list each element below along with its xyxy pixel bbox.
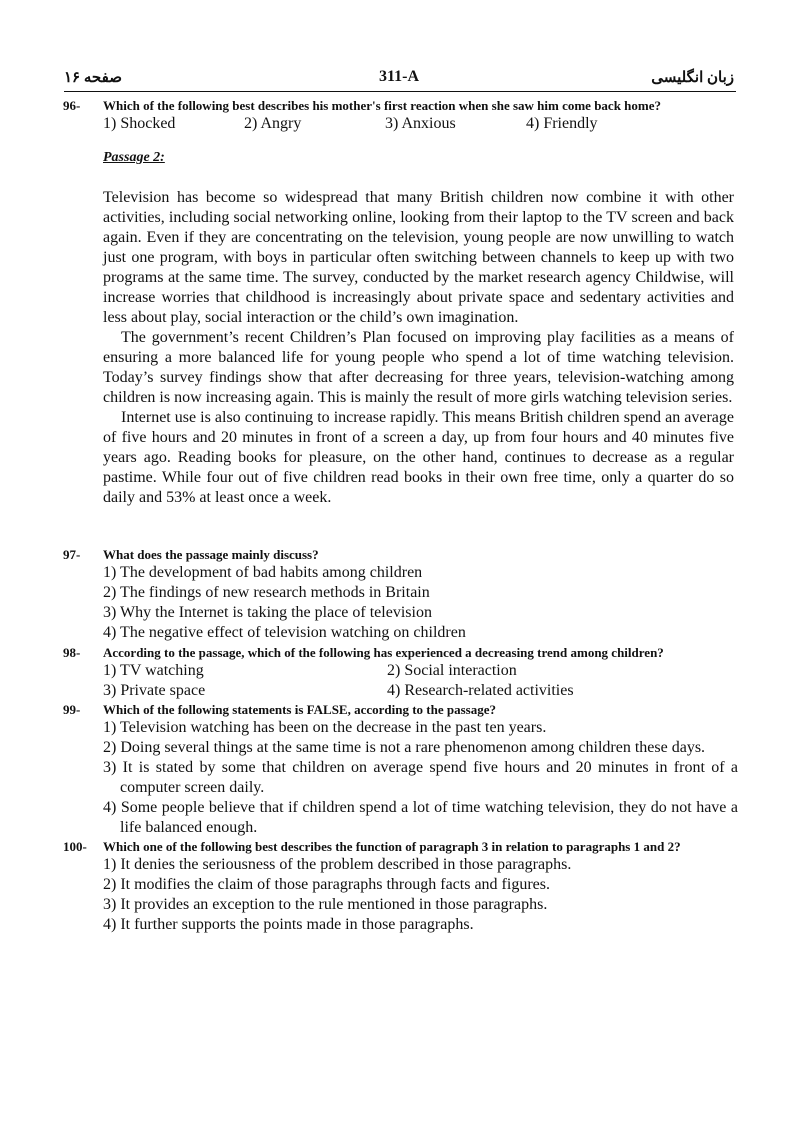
question-options: [103, 718, 738, 838]
option-1: 1) The development of bad habits among children: [103, 564, 423, 581]
option-1: 1) TV watching: [103, 662, 204, 679]
option-4: 4) It further supports the points made in those paragraphs.: [103, 916, 474, 933]
page-number: صفحه ۱۶: [64, 70, 122, 86]
options-row: [103, 661, 738, 681]
option-2: 2) It modifies the claim of those paragraphs through facts and figures.: [103, 876, 550, 893]
question-number: 96-: [63, 98, 81, 113]
option-2: 2) The findings of new research methods in Britain: [103, 584, 430, 601]
booklet-code: 311-A: [379, 68, 419, 85]
paragraph-3: Internet use is also continuing to increase rapidly. This means British children spend an average of five hours and 20 minutes in front of a screen a day, up from four hours and 40 minutes five years ago. Reading books for pleasure, on the other hand, continues to decrease as a regular pastime. While four out of five children read books in their own free time, only a quarter do so daily and 53% at least once a week.: [103, 409, 734, 506]
question-stem: Which one of the following best describes the function of paragraph 3 in relation to paragraphs 1 and 2?: [103, 839, 681, 854]
question-stem: Which of the following best describes his mother's first reaction when she saw him come back home?: [103, 98, 662, 113]
options-row: [103, 114, 738, 134]
option-2: 2) Angry: [244, 115, 302, 132]
passage-text: [103, 188, 734, 508]
question-options: [103, 661, 738, 701]
options-row: [103, 681, 738, 701]
option-4: 4) Research-related activities: [387, 682, 574, 699]
option-4: 4) Some people believe that if children spend a lot of time watching television, they do not have a life balanced enough.: [103, 799, 738, 836]
question-options: [103, 563, 738, 643]
option-3: 3) Why the Internet is taking the place of television: [103, 604, 432, 621]
question-stem: What does the passage mainly discuss?: [103, 547, 319, 562]
option-3: 3) Anxious: [385, 115, 456, 132]
option-3: 3) Private space: [103, 682, 206, 699]
header-divider: [64, 91, 736, 92]
passage-title: Passage 2:: [103, 150, 165, 165]
question-number: 98-: [63, 645, 81, 660]
subject-label: زبان انگلیسی: [651, 70, 734, 86]
question-number: 97-: [63, 547, 81, 562]
option-4: 4) The negative effect of television watching on children: [103, 624, 466, 641]
page-header: [64, 68, 734, 90]
question-stem: According to the passage, which of the following has experienced a decreasing trend among children?: [103, 645, 664, 660]
question-98: [63, 645, 738, 701]
option-2: 2) Doing several things at the same time is not a rare phenomenon among children these days.: [103, 739, 706, 756]
option-4: 4) Friendly: [526, 115, 598, 132]
question-97: [63, 547, 738, 643]
question-stem: Which of the following statements is FALSE, according to the passage?: [103, 702, 497, 717]
option-1: 1) Television watching has been on the decrease in the past ten years.: [103, 719, 547, 736]
question-100: [63, 839, 738, 935]
question-options: [103, 855, 738, 935]
option-1: 1) It denies the seriousness of the problem described in those paragraphs.: [103, 856, 572, 873]
paragraph-2: The government’s recent Children’s Plan focused on improving play facilities as a means of ensuring a more balanced life for young people who spend a lot of time watching television. Today’s survey findings show that after decreasing for three years, television-watching among children is now increasing again. This is mainly the result of more girls watching television series.: [103, 329, 734, 406]
question-number: 99-: [63, 702, 81, 717]
option-3: 3) It provides an exception to the rule mentioned in those paragraphs.: [103, 896, 548, 913]
question-number: 100-: [63, 839, 87, 854]
option-2: 2) Social interaction: [387, 662, 517, 679]
question-options: [103, 114, 738, 134]
option-1: 1) Shocked: [103, 115, 176, 132]
question-96: [63, 98, 738, 134]
paragraph-1: Television has become so widespread that many British children now combine it with other activities, including social networking online, looking from their laptop to the TV screen and back again. Even if they are concentrating on the television, young people are now unwilling to watch just one program, with boys in particular often switching between channels to keep up with two programs at the same time. The survey, conducted by the market research agency Childwise, will increase worries that childhood is increasingly about private space and sedentary activities and less about play, social interaction or the child’s own imagination.: [103, 189, 734, 326]
question-99: [63, 702, 738, 838]
option-3: 3) It is stated by some that children on average spend five hours and 20 minutes in front of a computer screen daily.: [103, 759, 738, 796]
